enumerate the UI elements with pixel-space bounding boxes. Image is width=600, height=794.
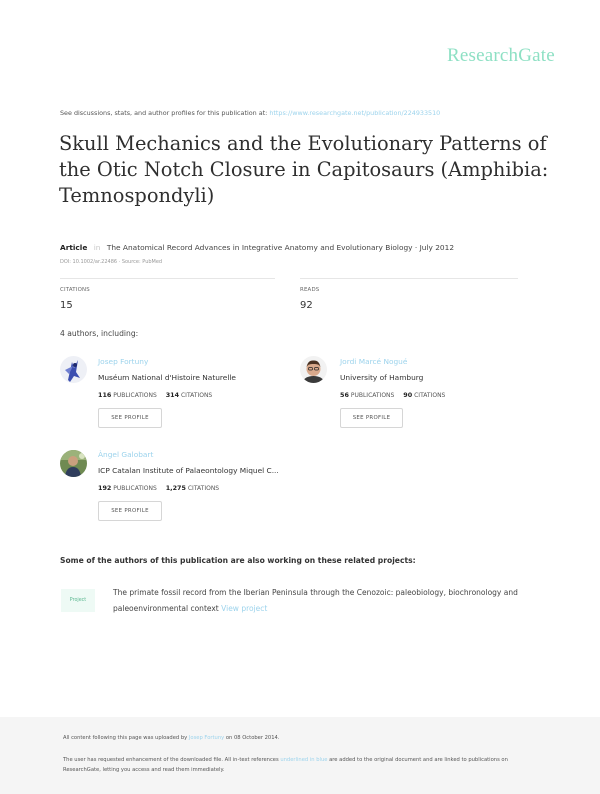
author-institution: Muséum National d'Histoire Naturelle	[98, 373, 236, 382]
journal-name: The Anatomical Record Advances in Integrative Anatomy and Evolutionary Biology · July 2012	[106, 243, 455, 252]
project-title: The primate fossil record from the Iberian Peninsula through the Cenozoic: paleobiology, biochronology and paleoenvironmental context	[113, 588, 518, 613]
author-citations-label: CITATIONS	[187, 485, 220, 492]
author-citations-label: CITATIONS	[414, 392, 446, 399]
uploader-link[interactable]: Josep Fortuny	[188, 735, 225, 741]
upload-suffix: on 08 October 2014.	[225, 735, 280, 741]
paper-meta	[60, 243, 454, 252]
in-label: in	[93, 243, 101, 252]
author-name[interactable]: Àngel Galobart	[98, 450, 154, 459]
paper-title: Skull Mechanics and the Evolutionary Patterns of the Otic Notch Closure in Capitosaurs (Amphibia: Temnospondyli)	[59, 132, 549, 207]
author-publications-label: PUBLICATIONS	[350, 392, 395, 399]
author-avatar[interactable]	[60, 450, 87, 477]
citations-value: 15	[60, 300, 73, 311]
enhancement-notice	[63, 756, 543, 775]
upload-prefix: All content following this page was uploaded by	[63, 735, 188, 741]
reads-value: 92	[300, 300, 313, 311]
related-projects-heading: Some of the authors of this publication are also working on these related projects:	[60, 556, 416, 565]
article-type: Article	[60, 243, 88, 252]
view-project-link[interactable]: View project	[221, 604, 268, 613]
authors-heading: 4 authors, including:	[60, 329, 139, 338]
author-avatar[interactable]	[300, 356, 327, 383]
upload-note	[63, 735, 279, 741]
author-stats	[98, 484, 219, 492]
author-avatar[interactable]	[60, 356, 87, 383]
author-institution: University of Hamburg	[340, 373, 424, 382]
notice-link: underlined in blue	[280, 757, 328, 763]
citations-label: CITATIONS	[60, 287, 90, 293]
project-badge: Project	[61, 589, 95, 612]
author-publications-count: 192	[98, 484, 112, 492]
author-stats	[98, 391, 212, 399]
discuss-text: See discussions, stats, and author profiles for this publication at:	[60, 109, 268, 117]
reads-label: READS	[300, 287, 320, 293]
author-citations-count: 90	[403, 391, 413, 399]
citations-divider	[60, 278, 275, 279]
see-profile-button[interactable]: SEE PROFILE	[98, 408, 162, 428]
reads-divider	[300, 278, 518, 279]
see-profile-button[interactable]: SEE PROFILE	[98, 501, 162, 521]
doi-line: DOI: 10.1002/ar.22486 · Source: PubMed	[60, 259, 163, 265]
see-profile-button[interactable]: SEE PROFILE	[340, 408, 403, 428]
project-description	[113, 585, 553, 617]
author-publications-label: PUBLICATIONS	[113, 485, 157, 492]
discuss-line	[60, 109, 440, 117]
author-name[interactable]: Josep Fortuny	[98, 357, 149, 366]
author-name[interactable]: Jordi Marcé Nogué	[340, 357, 408, 366]
author-publications-count: 116	[98, 391, 112, 399]
author-institution: ICP Catalan Institute of Palaeontology Miquel C...	[98, 466, 279, 475]
author-publications-count: 56	[340, 391, 349, 399]
author-stats	[340, 391, 445, 399]
author-citations-count: 314	[165, 391, 180, 399]
publication-url-link[interactable]: https://www.researchgate.net/publication/224933510	[269, 109, 441, 117]
notice-suffix: are added to the original document and are linked to publications on ResearchGate, letting you access and read them immediately.	[63, 757, 508, 773]
author-citations-label: CITATIONS	[180, 392, 213, 399]
notice-prefix: The user has requested enhancement of the downloaded file. All in-text references	[63, 757, 279, 763]
author-citations-count: 1,275	[165, 484, 186, 492]
researchgate-logo[interactable]: ResearchGate	[447, 45, 555, 66]
author-publications-label: PUBLICATIONS	[113, 392, 157, 399]
